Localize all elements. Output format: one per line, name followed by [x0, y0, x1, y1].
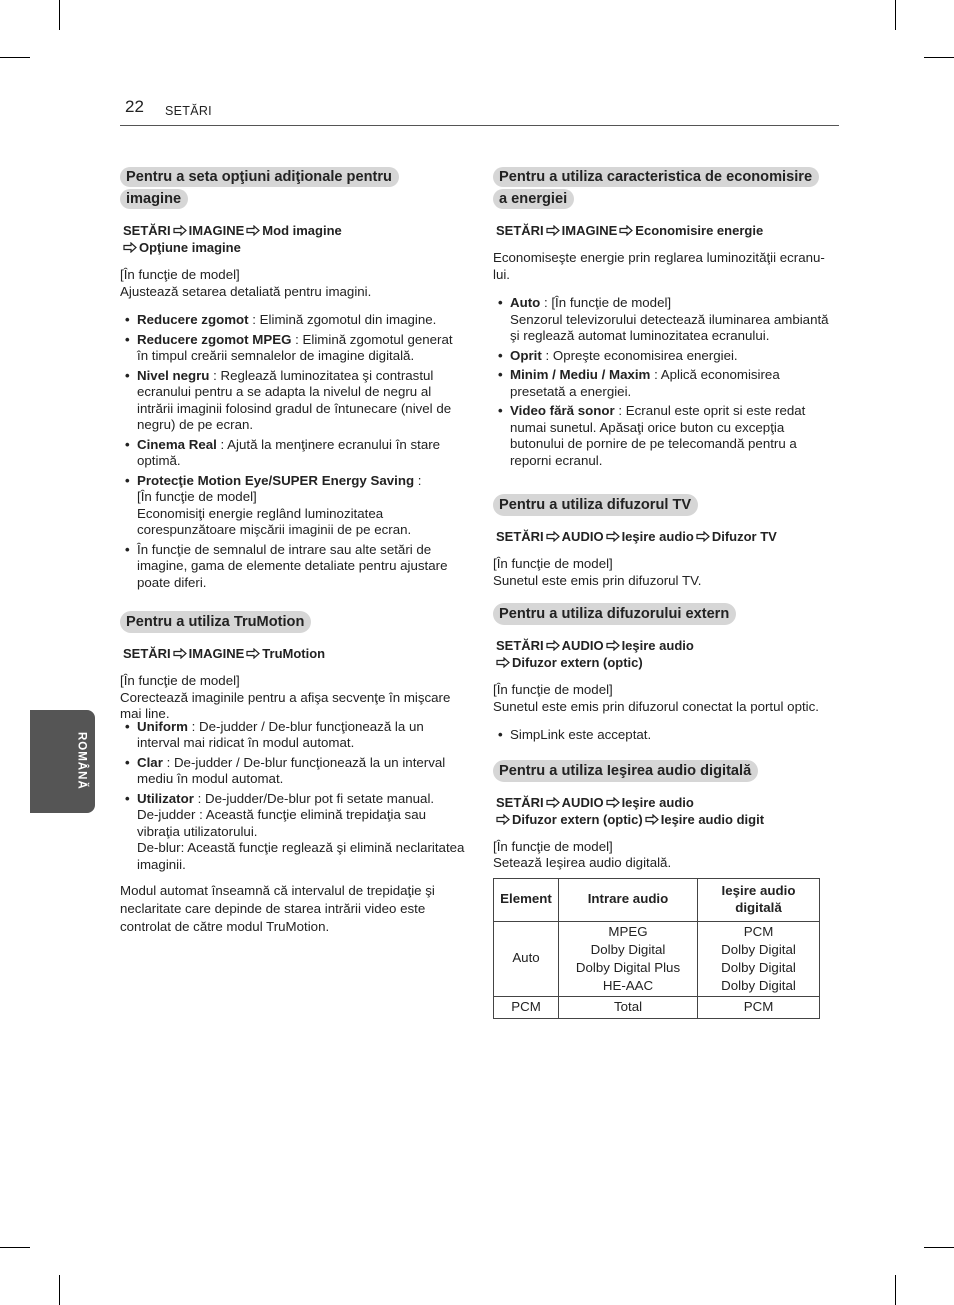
right-column — [493, 166, 838, 1019]
arrow-right-icon — [606, 797, 620, 808]
section-heading-trumotion: Pentru a utiliza TruMotion — [120, 611, 311, 633]
arrow-right-icon — [546, 797, 560, 808]
section-heading-tv-speaker: Pentru a utiliza difuzorul TV — [493, 494, 698, 516]
section-intro: Ajustează setarea detaliată pentru imagini. — [120, 283, 372, 299]
option-list — [120, 719, 465, 874]
list-item: • Video fără sonor : Ecranul este oprit si este redat numai sunetul. Apăsaţi orice buton cu excepţia butonului de pornire de pe telecomandă pentru a reporni ecranul. — [493, 403, 838, 469]
section-intro: Sunetul este emis prin difuzorul conectat la portul optic. — [493, 698, 819, 714]
list-item: • Oprit : Opreşte economisirea energiei. — [493, 348, 838, 365]
option-list — [493, 295, 838, 469]
menu-path: SETĂRI AUDIO Ieşire audio Difuzor extern (optic) — [496, 638, 694, 670]
crop-mark — [59, 1275, 60, 1305]
table-header: Ieşire audio digitală — [698, 878, 820, 921]
list-item: • Protecţie Motion Eye/SUPER Energy Saving : [În funcţie de model] Economisiţi energie reglând luminozitatea corespunzătoare mişcării imaginii de pe ecran. — [120, 473, 465, 539]
table-row — [494, 921, 820, 996]
menu-path: SETĂRI AUDIO Ieşire audio Difuzor extern (optic) Ieşire audio digit — [496, 794, 765, 827]
menu-path: SETĂRI IMAGINE Economisire energie — [496, 223, 764, 238]
left-column — [120, 166, 465, 936]
model-note: [În funcţie de model] — [120, 267, 240, 282]
arrow-right-icon — [173, 648, 187, 659]
crop-mark — [895, 1275, 896, 1305]
arrow-right-icon — [246, 225, 260, 236]
table-cell: Auto — [494, 921, 559, 996]
crop-mark — [59, 0, 60, 30]
option-list — [120, 312, 465, 591]
audio-output-table — [493, 878, 820, 1019]
section-heading-energy-saving: Pentru a utiliza caracteristica de economisire a energiei — [493, 166, 838, 210]
list-item: • Reducere zgomot MPEG : Elimină zgomotul generat în timpul creării semnalelor de imagine digitală. — [120, 332, 465, 365]
list-item: • În funcţie de semnalul de intrare sau alte setări de imagine, gama de elemente detaliate pentru ajustare poate diferi. — [120, 542, 465, 592]
arrow-right-icon — [619, 225, 633, 236]
section-intro: Economiseşte energie prin reglarea luminozităţii ecranu-lui. — [493, 250, 825, 282]
option-list — [493, 727, 838, 744]
section-intro: Setează Ieşirea audio digitală. — [493, 855, 672, 870]
table-header: Element — [494, 878, 559, 921]
arrow-right-icon — [645, 814, 659, 825]
crop-mark — [0, 1247, 30, 1248]
list-item: • Utilizator : De-judder/De-blur pot fi setate manual. De-judder : Această funcţie elimină trepidaţia sau vibraţia utilizatorului. De-blur: Această funcţie reglează şi elimină neclaritatea imaginii. — [120, 791, 465, 874]
section-intro: Corectează imaginile pentru a afişa secvenţe în mişcare mai line. — [120, 689, 451, 721]
list-item: • SimpLink este acceptat. — [493, 727, 838, 744]
arrow-right-icon — [606, 531, 620, 542]
model-note: [În funcţie de model] — [493, 838, 613, 854]
menu-path: SETĂRI IMAGINE TruMotion — [123, 646, 326, 661]
list-item: • Clar : De-judder / De-blur funcţionează la un interval mediu în modul automat. — [120, 755, 465, 788]
menu-path: SETĂRI AUDIO Ieşire audio Difuzor TV — [496, 529, 777, 544]
table-cell: PCM — [698, 996, 820, 1018]
language-tab-label: ROMÂNĂ — [75, 732, 88, 790]
model-note: [În funcţie de model] — [493, 682, 613, 697]
page-number: 22 — [125, 97, 144, 116]
table-header: Intrare audio — [559, 878, 698, 921]
list-item: • Cinema Real : Ajută la menţinere ecranului în stare optimă. — [120, 437, 465, 470]
section-heading-digital-audio-out: Pentru a utiliza Ieşirea audio digitală — [493, 760, 758, 782]
list-item: • Minim / Mediu / Maxim : Aplică economisirea presetată a energiei. — [493, 367, 838, 400]
table-cell: PCM — [494, 996, 559, 1018]
model-note: [În funcţie de model] — [493, 556, 613, 571]
trumotion-note: Modul automat înseamnă că intervalul de trepidaţie şi neclaritate care depinde de starea intrării video este controlat de către modul TruMotion. — [120, 883, 435, 934]
list-item: • Auto : [În funcţie de model] Senzorul televizorului detectează iluminarea ambiantă şi reglează automat luminozitatea ecranului. — [493, 295, 838, 345]
crop-mark — [0, 57, 30, 58]
menu-path: SETĂRI IMAGINE Mod imagine Opţiune imagine — [123, 223, 342, 255]
list-item: • Nivel negru : Reglează luminozitatea şi contrastul ecranului pentru a se adapta la nivelul de negru al intrării imaginii folosind gradul de întunecare (nivel de negru) de pe ecran. — [120, 368, 465, 434]
arrow-right-icon — [546, 225, 560, 236]
model-note: [În funcţie de model] — [120, 673, 240, 688]
section-heading-image-options: Pentru a seta opţiuni adiţionale pentru imagine — [120, 166, 465, 210]
crop-mark — [895, 0, 896, 30]
table-cell: Total — [559, 996, 698, 1018]
section-heading-external-speaker: Pentru a utiliza difuzorului extern — [493, 603, 736, 625]
arrow-right-icon — [546, 640, 560, 651]
arrow-right-icon — [546, 531, 560, 542]
list-item: • Reducere zgomot : Elimină zgomotul din imagine. — [120, 312, 465, 329]
arrow-right-icon — [696, 531, 710, 542]
section-intro: Sunetul este emis prin difuzorul TV. — [493, 572, 702, 588]
arrow-right-icon — [496, 657, 510, 668]
table-cell: MPEG Dolby Digital Dolby Digital Plus HE-AAC — [559, 921, 698, 996]
arrow-right-icon — [173, 225, 187, 236]
table-cell: PCM Dolby Digital Dolby Digital Dolby Digital — [698, 921, 820, 996]
arrow-right-icon — [246, 648, 260, 659]
table-row — [494, 996, 820, 1018]
header-rule — [120, 125, 839, 126]
crop-mark — [924, 1247, 954, 1248]
list-item: • Uniform : De-judder / De-blur funcţionează la un interval mai ridicat în modul automat. — [120, 719, 465, 752]
arrow-right-icon — [606, 640, 620, 651]
crop-mark — [924, 57, 954, 58]
arrow-right-icon — [496, 814, 510, 825]
table-header-row — [494, 878, 820, 921]
section-header: SETĂRI — [165, 104, 212, 118]
arrow-right-icon — [123, 242, 137, 253]
